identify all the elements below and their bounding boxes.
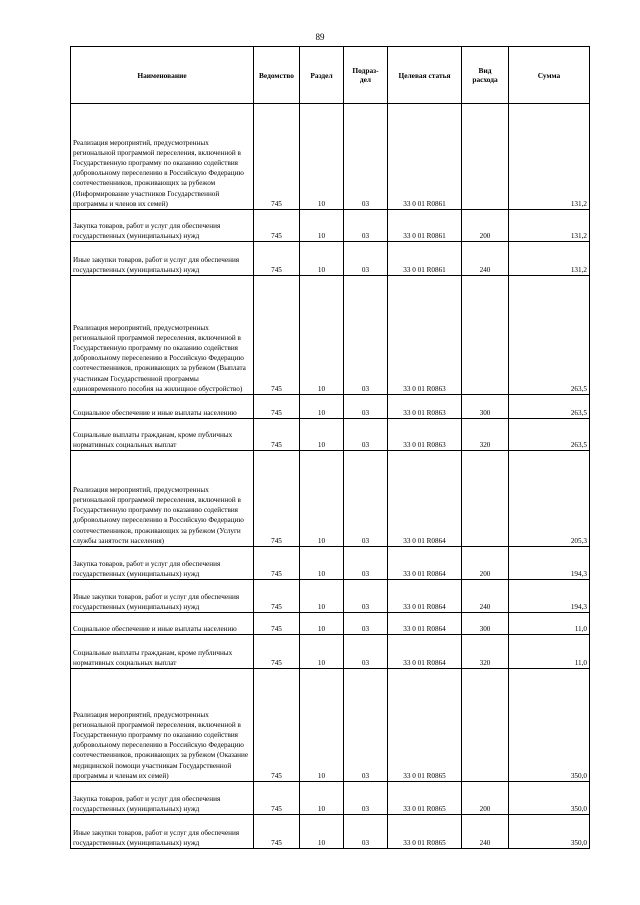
cell-expense-type: 240	[462, 815, 509, 849]
cell-name: Закупка товаров, работ и услуг для обеспечения государственных (муниципальных) нужд	[71, 547, 254, 580]
cell-target-article: 33 0 01 R0864	[388, 547, 462, 580]
cell-amount: 194,3	[509, 547, 590, 580]
cell-subsection: 03	[344, 276, 388, 395]
cell-expense-type	[462, 104, 509, 210]
cell-amount: 350,0	[509, 782, 590, 815]
cell-subsection: 03	[344, 395, 388, 419]
table-row	[71, 210, 590, 242]
cell-amount: 263,5	[509, 276, 590, 395]
cell-department: 745	[254, 635, 300, 669]
cell-amount: 263,5	[509, 395, 590, 419]
cell-name: Социальные выплаты гражданам, кроме публичных нормативных социальных выплат	[71, 419, 254, 451]
table-row	[71, 782, 590, 815]
cell-target-article: 33 0 01 R0864	[388, 451, 462, 547]
page-number: 89	[315, 32, 325, 42]
header-expense-type: Вид расхода	[462, 47, 509, 104]
table-header-row	[71, 47, 590, 104]
cell-subsection: 03	[344, 782, 388, 815]
cell-department: 745	[254, 547, 300, 580]
cell-expense-type	[462, 669, 509, 782]
header-section: Раздел	[300, 47, 344, 104]
cell-section: 10	[300, 276, 344, 395]
cell-target-article: 33 0 01 R0865	[388, 669, 462, 782]
cell-subsection: 03	[344, 104, 388, 210]
cell-target-article: 33 0 01 R0864	[388, 635, 462, 669]
table-row	[71, 815, 590, 849]
cell-department: 745	[254, 815, 300, 849]
cell-name: Реализация мероприятий, предусмотренных региональной программой переселения, включенной в Государственную программу по оказанию содействия добровольному переселению в Российскую Федерацию соотечественников, проживающих за рубежом (Услуги службы занятости населения)	[71, 451, 254, 547]
header-name: Наименование	[71, 47, 254, 104]
header-department: Ведомство	[254, 47, 300, 104]
cell-name: Реализация мероприятий, предусмотренных региональной программой переселения, включенной в Государственную программу по оказанию содействия добровольному переселению в Российскую Федерацию соотечественников, проживающих за рубежом (Выплата участникам Государственной программы единовременного пособия на жилищное обустройство)	[71, 276, 254, 395]
cell-expense-type	[462, 451, 509, 547]
cell-target-article: 33 0 01 R0865	[388, 782, 462, 815]
cell-expense-type: 320	[462, 635, 509, 669]
table-row	[71, 104, 590, 210]
cell-amount: 350,0	[509, 669, 590, 782]
cell-target-article: 33 0 01 R0863	[388, 419, 462, 451]
cell-section: 10	[300, 104, 344, 210]
cell-subsection: 03	[344, 547, 388, 580]
cell-name: Закупка товаров, работ и услуг для обеспечения государственных (муниципальных) нужд	[71, 782, 254, 815]
cell-expense-type: 240	[462, 242, 509, 276]
cell-section: 10	[300, 580, 344, 613]
cell-target-article: 33 0 01 R0864	[388, 613, 462, 635]
cell-section: 10	[300, 395, 344, 419]
cell-name: Реализация мероприятий, предусмотренных региональной программой переселения, включенной в Государственную программу по оказанию содействия добровольному переселению в Российскую Федерацию соотечественников, проживающих за рубежом (Оказание медицинской помощи участникам Государственной программы и членам их семей)	[71, 669, 254, 782]
cell-amount: 11,0	[509, 613, 590, 635]
cell-target-article: 33 0 01 R0863	[388, 276, 462, 395]
table-row	[71, 276, 590, 395]
cell-name: Социальное обеспечение и иные выплаты населению	[71, 613, 254, 635]
cell-section: 10	[300, 782, 344, 815]
cell-amount: 131,2	[509, 242, 590, 276]
cell-expense-type: 200	[462, 210, 509, 242]
cell-target-article: 33 0 01 R0861	[388, 242, 462, 276]
cell-section: 10	[300, 419, 344, 451]
cell-department: 745	[254, 276, 300, 395]
cell-section: 10	[300, 815, 344, 849]
cell-name: Иные закупки товаров, работ и услуг для обеспечения государственных (муниципальных) нужд	[71, 815, 254, 849]
cell-department: 745	[254, 782, 300, 815]
cell-department: 745	[254, 395, 300, 419]
cell-target-article: 33 0 01 R0865	[388, 815, 462, 849]
cell-department: 745	[254, 613, 300, 635]
cell-amount: 263,5	[509, 419, 590, 451]
cell-expense-type: 240	[462, 580, 509, 613]
budget-table	[70, 46, 590, 849]
cell-subsection: 03	[344, 242, 388, 276]
cell-amount: 205,3	[509, 451, 590, 547]
cell-target-article: 33 0 01 R0861	[388, 210, 462, 242]
cell-subsection: 03	[344, 669, 388, 782]
cell-expense-type: 320	[462, 419, 509, 451]
cell-name: Реализация мероприятий, предусмотренных региональной программой переселения, включенной в Государственную программу по оказанию содействия добровольному переселению в Российскую Федерацию соотечественников, проживающих за рубежом (Информирование участников Государственной программы и членов их семей)	[71, 104, 254, 210]
cell-subsection: 03	[344, 613, 388, 635]
cell-subsection: 03	[344, 580, 388, 613]
header-subsection: Подраз- дел	[344, 47, 388, 104]
cell-expense-type: 200	[462, 547, 509, 580]
cell-subsection: 03	[344, 451, 388, 547]
header-amount: Сумма	[509, 47, 590, 104]
cell-name: Закупка товаров, работ и услуг для обеспечения государственных (муниципальных) нужд	[71, 210, 254, 242]
cell-expense-type: 200	[462, 782, 509, 815]
cell-amount: 131,2	[509, 104, 590, 210]
cell-target-article: 33 0 01 R0863	[388, 395, 462, 419]
table-row	[71, 395, 590, 419]
cell-amount: 350,0	[509, 815, 590, 849]
cell-amount: 131,2	[509, 210, 590, 242]
cell-expense-type: 300	[462, 613, 509, 635]
cell-name: Иные закупки товаров, работ и услуг для обеспечения государственных (муниципальных) нужд	[71, 242, 254, 276]
cell-section: 10	[300, 242, 344, 276]
cell-subsection: 03	[344, 815, 388, 849]
cell-section: 10	[300, 451, 344, 547]
cell-subsection: 03	[344, 210, 388, 242]
cell-section: 10	[300, 669, 344, 782]
cell-subsection: 03	[344, 635, 388, 669]
cell-department: 745	[254, 669, 300, 782]
cell-target-article: 33 0 01 R0864	[388, 580, 462, 613]
cell-department: 745	[254, 242, 300, 276]
table-row	[71, 669, 590, 782]
cell-amount: 11,0	[509, 635, 590, 669]
cell-subsection: 03	[344, 419, 388, 451]
cell-expense-type	[462, 276, 509, 395]
cell-name: Иные закупки товаров, работ и услуг для обеспечения государственных (муниципальных) нужд	[71, 580, 254, 613]
cell-section: 10	[300, 547, 344, 580]
table-row	[71, 613, 590, 635]
cell-name: Социальное обеспечение и иные выплаты населению	[71, 395, 254, 419]
cell-department: 745	[254, 210, 300, 242]
cell-department: 745	[254, 419, 300, 451]
cell-department: 745	[254, 451, 300, 547]
cell-section: 10	[300, 613, 344, 635]
cell-department: 745	[254, 104, 300, 210]
cell-amount: 194,3	[509, 580, 590, 613]
cell-name: Социальные выплаты гражданам, кроме публичных нормативных социальных выплат	[71, 635, 254, 669]
table-row	[71, 635, 590, 669]
table-row	[71, 419, 590, 451]
cell-section: 10	[300, 635, 344, 669]
table-row	[71, 547, 590, 580]
cell-target-article: 33 0 01 R0861	[388, 104, 462, 210]
cell-expense-type: 300	[462, 395, 509, 419]
table-row	[71, 451, 590, 547]
header-target-article: Целевая статья	[388, 47, 462, 104]
table-row	[71, 580, 590, 613]
table-row	[71, 242, 590, 276]
cell-department: 745	[254, 580, 300, 613]
cell-section: 10	[300, 210, 344, 242]
